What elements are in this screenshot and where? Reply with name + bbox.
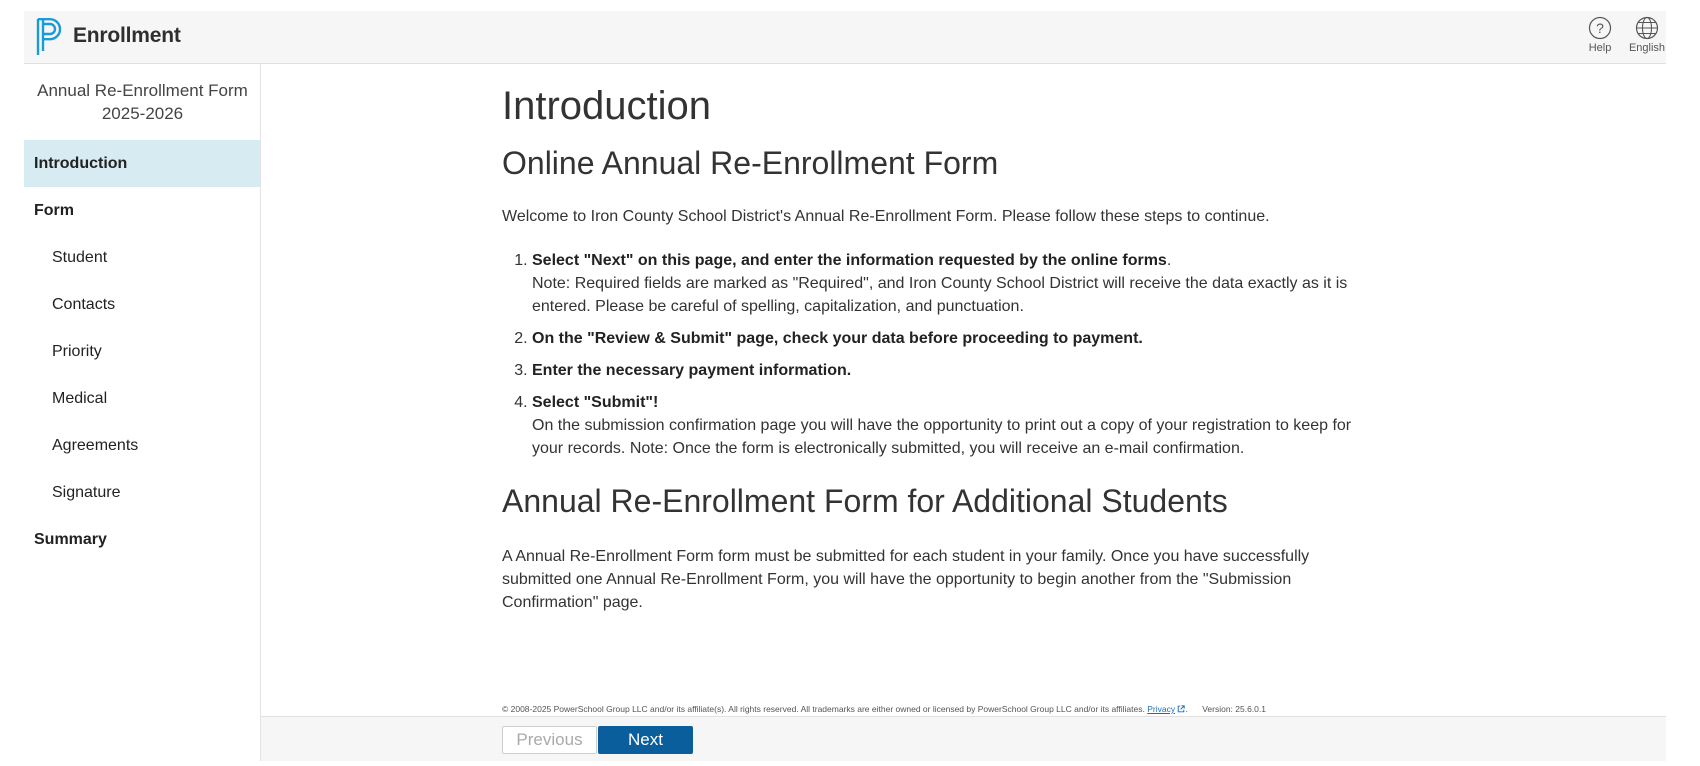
privacy-link[interactable]: Privacy — [1147, 704, 1176, 714]
app-window — [24, 11, 1666, 761]
help-button[interactable] — [1577, 16, 1623, 60]
section-heading-additional-students: Annual Re-Enrollment Form for Additional Students — [502, 483, 1228, 519]
copyright-notice: © 2008-2025 PowerSchool Group LLC and/or its affiliate(s). All rights reserved. All trademarks are either owned or licensed by PowerSchool Group LLC and/or its affiliates. Privacy . Version: 25.6.0.1 — [502, 704, 1266, 714]
language-button[interactable] — [1624, 16, 1670, 60]
step-item — [532, 327, 1382, 350]
step-4-note: On the submission confirmation page you will have the opportunity to print out a copy of your registration to keep for your records. Note: Once the form is electronically submitted, you will receive an e-mail confirmation. — [532, 417, 1352, 457]
app-name: Enrollment — [73, 24, 181, 47]
form-title-line2: 2025-2026 — [101, 104, 184, 123]
footer-bar — [261, 716, 1666, 761]
sidebar-item-summary[interactable]: Summary — [34, 531, 107, 548]
sidebar — [24, 64, 261, 761]
next-button[interactable]: Next — [598, 726, 693, 754]
step-4-title: Select "Submit"! — [532, 394, 659, 411]
sidebar-item-medical[interactable]: Medical — [52, 390, 108, 407]
step-3-title: Enter the necessary payment information. — [532, 362, 852, 379]
sidebar-item-introduction[interactable]: Introduction — [24, 140, 260, 187]
globe-icon — [1635, 16, 1659, 40]
sidebar-item-student[interactable]: Student — [52, 249, 108, 266]
page-title: Introduction — [502, 84, 712, 128]
language-label: English — [1628, 42, 1666, 54]
step-1-tail: . — [1166, 252, 1172, 269]
sidebar-item-signature[interactable]: Signature — [52, 484, 121, 501]
sidebar-item-agreements[interactable]: Agreements — [52, 437, 139, 454]
sidebar-nav — [24, 140, 260, 563]
previous-button[interactable]: Previous — [502, 726, 597, 754]
version-text: Version: 25.6.0.1 — [1202, 704, 1266, 714]
sidebar-item-contacts[interactable]: Contacts — [52, 296, 116, 313]
step-1-title: Select "Next" on this page, and enter the information requested by the online forms — [532, 252, 1167, 269]
form-title-line1: Annual Re-Enrollment Form — [37, 81, 248, 100]
help-label: Help — [1588, 42, 1612, 54]
additional-students-text: A Annual Re-Enrollment Form form must be submitted for each student in your family. Once you have successfully submitted one Annual Re-Enrollment Form, you will have the opportunity to begin another from the "Submission Confirmation" page. — [502, 548, 1310, 611]
sidebar-item-form[interactable]: Form — [34, 202, 74, 219]
main-content-area — [261, 64, 1666, 761]
step-1-note: Note: Required fields are marked as "Required", and Iron County School District will receive the data exactly as it is entered. Please be careful of spelling, capitalization, and punctuation. — [532, 275, 1348, 315]
form-title — [24, 79, 261, 125]
section-heading-online-form: Online Annual Re-Enrollment Form — [502, 145, 999, 181]
welcome-text: Welcome to Iron County School District's Annual Re-Enrollment Form. Please follow these steps to continue. — [502, 208, 1270, 225]
step-2-title: On the "Review & Submit" page, check your data before proceeding to payment. — [532, 330, 1143, 347]
step-item — [532, 391, 1382, 460]
sidebar-item-priority[interactable]: Priority — [52, 343, 102, 360]
svg-text:?: ? — [1596, 20, 1604, 36]
external-link-icon — [1177, 705, 1185, 713]
header-bar — [24, 11, 1666, 64]
step-item — [532, 249, 1382, 318]
help-circle-icon — [1588, 16, 1612, 40]
copyright-text: © 2008-2025 PowerSchool Group LLC and/or its affiliate(s). All rights reserved. All trademarks are either owned or licensed by PowerSchool Group LLC and/or its affiliates. — [502, 704, 1145, 714]
steps-list — [502, 249, 1382, 460]
step-item — [532, 359, 1382, 382]
powerschool-logo-icon — [36, 18, 66, 56]
content — [502, 64, 1382, 614]
